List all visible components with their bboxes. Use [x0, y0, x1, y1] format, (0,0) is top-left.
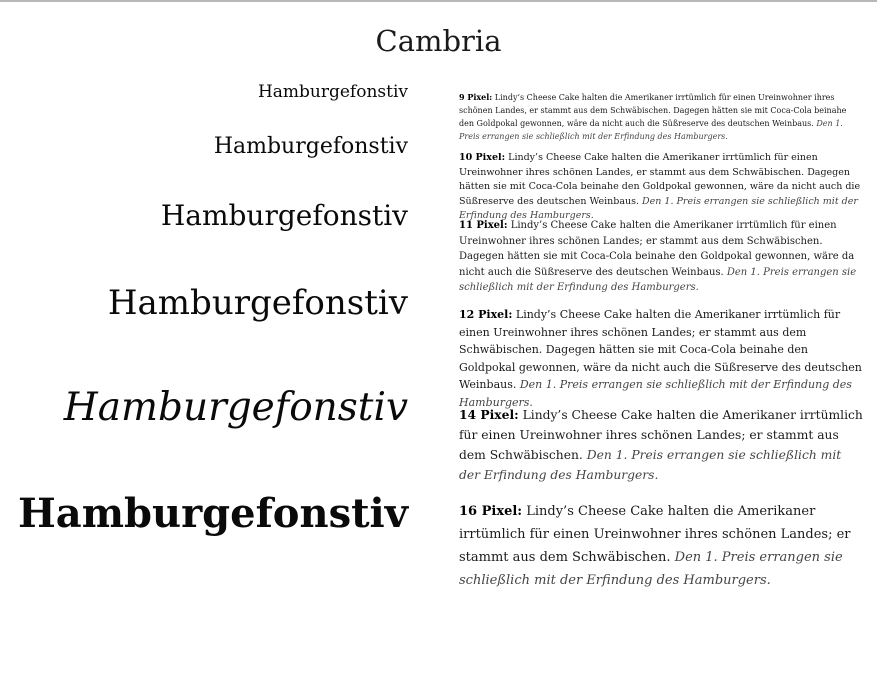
paragraph-14px: [459, 405, 863, 485]
page-title: Cambria: [375, 24, 502, 58]
paragraph-body: Lindy’s Cheese Cake halten die Amerikaner irrtümlich für einen Ureinwohner ihres schönen Landes; er stammt aus dem Schwäbischen. Dagegen hätten sie mit Coca-Cola beinahe den Goldpokal gewonnen, wäre da nicht auch die Süßreserve des deutschen Weinbaus.: [459, 308, 862, 391]
paragraph-12px: [459, 306, 863, 411]
sample-text-2: Hamburgefonstiv: [213, 134, 408, 159]
sample-text-1: Hamburgefonstiv: [257, 82, 408, 102]
paragraph-label: 14 Pixel:: [459, 407, 519, 422]
paragraph-label: 12 Pixel:: [459, 308, 513, 321]
paragraph-16px: [459, 500, 863, 592]
paragraph-body: Lindy’s Cheese Cake halten die Amerikaner irrtümlich für einen Ureinwohner ihres schönen Landes; er stammt aus dem Schwäbischen. Dagegen hätten sie mit Coca-Cola beinahe den Goldpokal gewonnen, wäre da nicht auch die Süßreserve des deutschen Weinbaus.: [459, 220, 855, 278]
paragraph-label: 10 Pixel:: [459, 152, 506, 163]
paragraph-11px: [459, 218, 863, 296]
sample-text-4: Hamburgefonstiv: [107, 283, 408, 323]
paragraph-body: Lindy’s Cheese Cake halten die Amerikaner irrtümlich für einen Ureinwohner ihres schönen Landes; er stammt aus dem Schwäbischen.: [459, 408, 863, 462]
paragraph-body: Lindy’s Cheese Cake halten die Amerikaner irrtümlich für einen Ureinwohner ihres schönen Landes, er stammt aus dem Schwäbischen. Dagegen hätten sie mit Coca-Cola beinahe den Goldpokal gewonnen, wäre da nicht auch die Süßreserve des deutschen Weinbaus.: [459, 152, 861, 207]
sample-text-3: Hamburgefonstiv: [160, 199, 408, 232]
paragraph-10px: [459, 151, 863, 224]
paragraph-italic: Den 1. Preis errangen sie schließlich mit der Erfindung des Hamburgers.: [459, 119, 843, 141]
paragraph-body: Lindy’s Cheese Cake halten die Amerikaner irrtümlich für einen Ureinwohner ihres schönen Landes, er stammt aus dem Schwäbischen. Dagegen hätten sie mit Coca-Cola beinahe den Goldpokal gewonnen, wäre da nicht auch die Süßreserve des deutschen Weinbaus.: [459, 93, 847, 128]
paragraph-9px: [459, 91, 863, 143]
sample-text-italic: Hamburgefonstiv: [63, 385, 408, 430]
top-border-line: [0, 0, 877, 2]
sample-text-bold: Hamburgefonstiv: [18, 490, 408, 537]
paragraph-label: 16 Pixel:: [459, 504, 523, 519]
paragraph-italic: Den 1. Preis errangen sie schließlich mit der Erfindung des Hamburgers.: [459, 550, 843, 588]
paragraph-italic: Den 1. Preis errangen sie schließlich mit der Erfindung des Hamburgers.: [459, 195, 858, 221]
paragraph-label: 9 Pixel:: [459, 92, 493, 102]
paragraph-label: 11 Pixel:: [459, 220, 508, 231]
paragraph-italic: Den 1. Preis errangen sie schließlich mit der Erfindung des Hamburgers.: [459, 266, 857, 293]
paragraph-body: Lindy’s Cheese Cake halten die Amerikaner irrtümlich für einen Ureinwohner ihres schönen Landes; er stammt aus dem Schwäbischen.: [459, 504, 851, 565]
paragraph-italic: Den 1. Preis errangen sie schließlich mit der Erfindung des Hamburgers.: [459, 448, 842, 482]
paragraph-italic: Den 1. Preis errangen sie schließlich mit der Erfindung des Hamburgers.: [459, 378, 852, 409]
